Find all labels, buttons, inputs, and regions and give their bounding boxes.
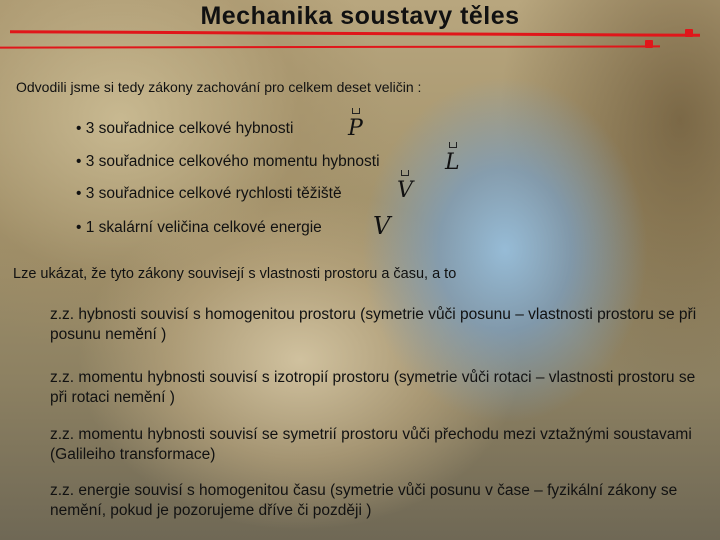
symbol-p: P xyxy=(348,116,363,141)
paragraph-galilean: z.z. momentu hybnosti souvisí se symetrií prostoru vůči přechodu mezi vztažnými soustavami (Galileiho transformace) xyxy=(50,426,692,463)
bullet-angular-momentum: • 3 souřadnice celkového momentu hybnosti xyxy=(76,153,380,170)
paragraph-momentum: z.z. hybnosti souvisí s homogenitou prostoru (symetrie vůči posunu – vlastnosti prostoru se při posunu nemění ) xyxy=(50,306,697,343)
title-underline-top-dot xyxy=(685,29,693,37)
lead-sentence: Lze ukázat, že tyto zákony souvisejí s vlastnosti prostoru a času, a to xyxy=(13,266,457,282)
bullet-momentum: • 3 souřadnice celkové hybnosti xyxy=(76,120,294,137)
symbol-l: L xyxy=(445,150,460,175)
bullet-energy: • 1 skalární veličina celkové energie xyxy=(76,219,322,236)
slide-title: Mechanika soustavy těles xyxy=(200,2,520,30)
symbol-v: V xyxy=(397,178,413,203)
paragraph-angular-momentum: z.z. momentu hybnosti souvisí s izotropií prostoru (symetrie vůči rotaci – vlastnosti prostoru se při rotaci nemění ) xyxy=(50,369,696,406)
bullet-center-velocity: • 3 souřadnice celkové rychlosti těžiště xyxy=(76,185,342,202)
title-underline-bottom-dot xyxy=(645,40,653,48)
title-underline-bottom xyxy=(0,45,660,48)
title-underline-top xyxy=(10,30,700,37)
vector-mark-icon xyxy=(352,108,360,114)
intro-text: Odvodili jsme si tedy zákony zachování pro celkem deset veličin : xyxy=(16,79,422,95)
vector-mark-icon xyxy=(449,142,457,148)
paragraph-energy: z.z. energie souvisí s homogenitou času (symetrie vůči posunu v čase – fyzikální zákony se nemění, pokud je pozorujeme dříve či později ) xyxy=(50,482,678,519)
symbol-energy: V xyxy=(373,212,391,240)
vector-mark-icon xyxy=(401,170,409,176)
